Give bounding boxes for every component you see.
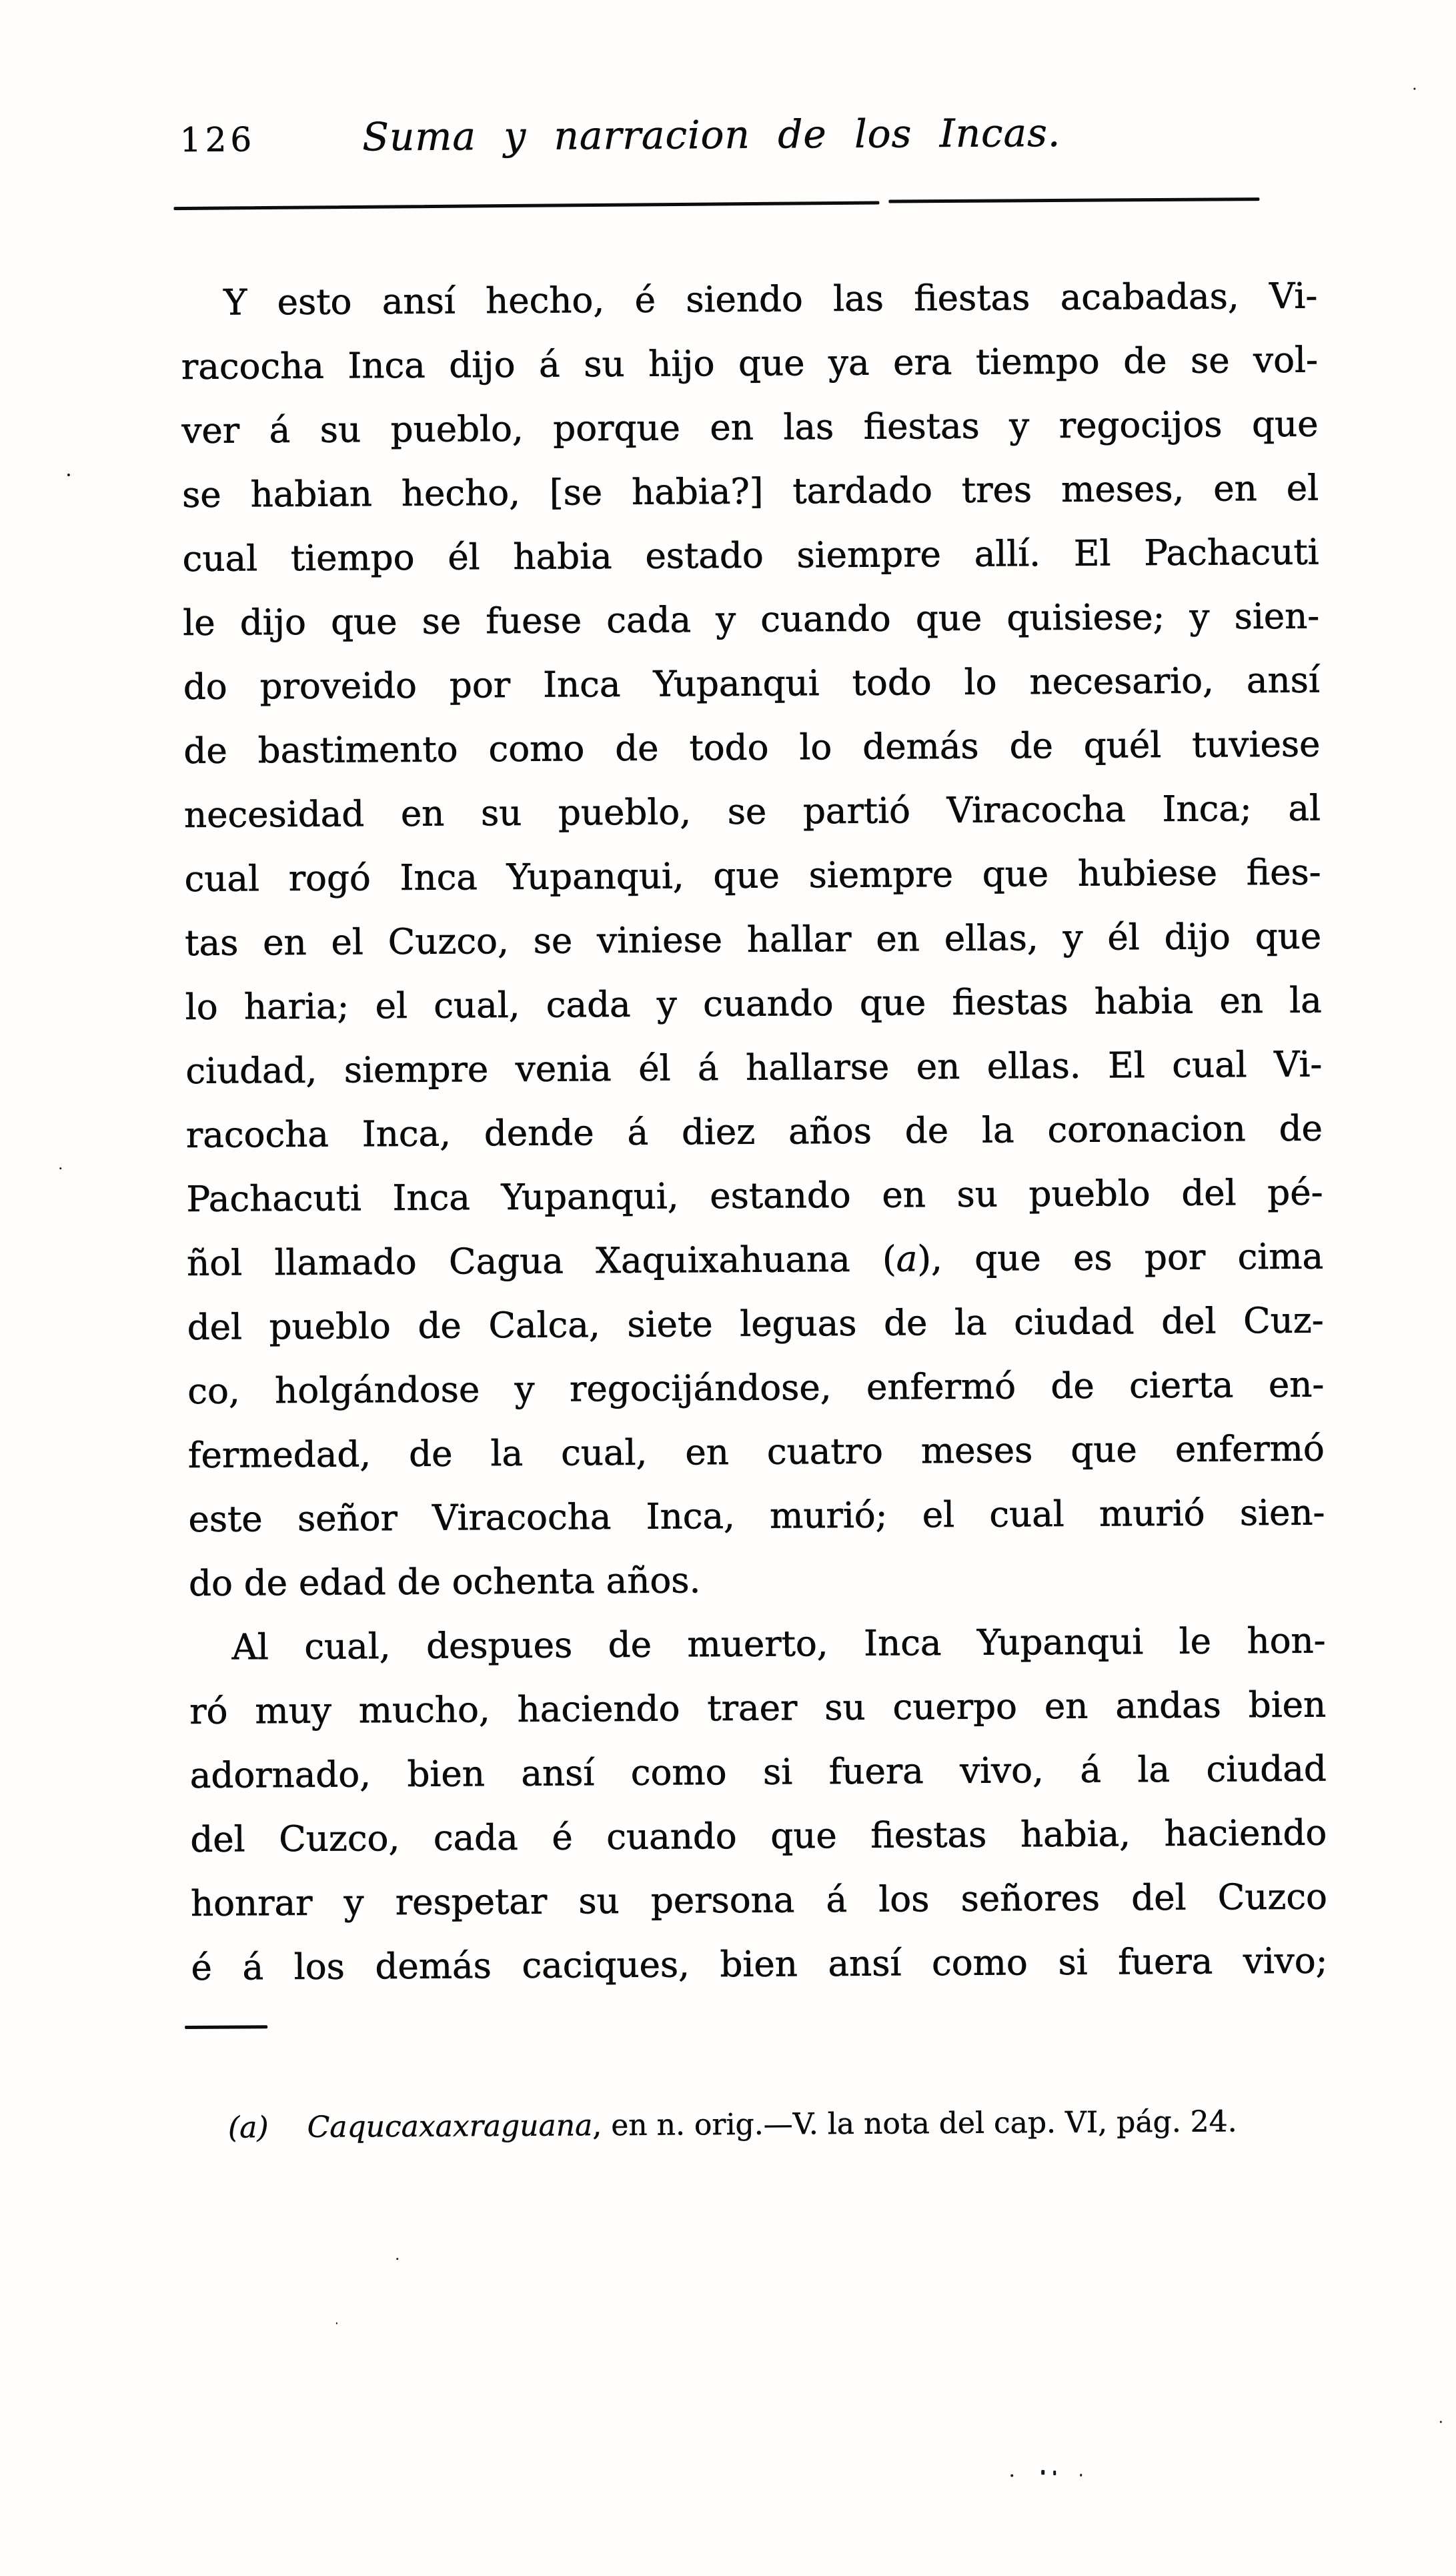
text-line: cual tiempo él habia estado siempre allí. El Pachacuti [182, 532, 1319, 580]
text-line: ver á su pueblo, porque en las fiestas y regocijos que [181, 404, 1319, 452]
ink-speck [67, 474, 70, 476]
ink-speck [1041, 2470, 1044, 2475]
text-line: Y esto ansí hecho, é siendo las fiestas acabadas, Vi- [223, 275, 1318, 324]
header-rule-right [888, 197, 1259, 203]
footnote-reference: a [896, 1239, 918, 1280]
text-line: cual rogó Inca Yupanqui, que siempre que hubiese fies- [184, 852, 1321, 900]
page-number: 126 [179, 120, 256, 159]
text-line: fermedad, de la cual, en cuatro meses que enfermó [187, 1428, 1325, 1476]
ink-speck [1080, 2474, 1082, 2477]
ink-speck [336, 2323, 337, 2325]
text-line: honrar y respetar su persona á los señores del Cuzco [190, 1876, 1328, 1924]
footnote-term: Caqucaxaxraguana [307, 2108, 593, 2144]
footnote-text: , en n. orig.—V. la nota del cap. VI, pág. 24. [592, 2104, 1237, 2143]
text-line: é á los demás caciques, bien ansí como si fuera vivo; [191, 1940, 1328, 1988]
header-rule-left [173, 201, 879, 210]
text-line: lo haria; el cual, cada y cuando que fiestas habia en la [185, 980, 1322, 1028]
text-line: do proveido por Inca Yupanqui todo lo necesario, ansí [183, 660, 1320, 708]
text-segment: ), que es por cima [917, 1236, 1324, 1280]
text-line: Al cual, despues de muerto, Inca Yupanqui le hon- [231, 1620, 1326, 1668]
ink-speck [1413, 88, 1415, 90]
text-line: ró muy mucho, haciendo traer su cuerpo en andas bien [189, 1684, 1327, 1732]
ink-speck [1010, 2474, 1013, 2477]
paragraph-2 [189, 1609, 1327, 2000]
text-line: le dijo que se fuese cada y cuando que quisiese; y sien- [183, 596, 1320, 644]
text-line: co, holgándose y regocijándose, enfermó de cierta en- [187, 1364, 1325, 1412]
footnote-separator [185, 2025, 267, 2029]
text-line: del Cuzco, cada é cuando que fiestas habia, haciendo [190, 1812, 1327, 1860]
text-line: racocha Inca dijo á su hijo que ya era tiempo de se vol- [181, 340, 1319, 388]
running-head [180, 109, 1317, 161]
footnote [228, 2102, 1322, 2148]
ink-speck [1053, 2471, 1056, 2475]
text-line: necesidad en su pueblo, se partió Viracocha Inca; al [183, 788, 1321, 836]
ink-speck [59, 1167, 61, 1169]
running-title: Suma y narracion de los Incas. [362, 109, 1061, 160]
paragraph-1 [181, 265, 1325, 1616]
text-line: ciudad, siempre venia él á hallarse en ellas. El cual Vi- [185, 1044, 1323, 1092]
text-segment: ñol llamado Cagua Xaquixahuana ( [186, 1239, 896, 1284]
footnote-marker: (a) [227, 2110, 269, 2145]
text-line-with-note-ref [187, 1225, 1324, 1296]
text-line: de bastimento como de todo lo demás de quél tuviese [183, 724, 1321, 772]
text-line: tas en el Cuzco, se viniese hallar en ellas, y él dijo que [185, 916, 1322, 964]
text-line: Pachacuti Inca Yupanqui, estando en su pueblo del pé- [186, 1172, 1323, 1220]
ink-speck [396, 2258, 398, 2260]
text-line: adornado, bien ansí como si fuera vivo, á la ciudad [189, 1748, 1327, 1796]
text-line: racocha Inca, dende á diez años de la coronacion de [185, 1108, 1323, 1156]
text-line: do de edad de ochenta años. [188, 1560, 701, 1604]
ink-speck [1440, 2421, 1442, 2423]
text-line: del pueblo de Calca, siete leguas de la ciudad del Cuz- [187, 1300, 1324, 1348]
text-line: se habian hecho, [se habia?] tardado tres meses, en el [181, 468, 1319, 516]
text-line: este señor Viracocha Inca, murió; el cual murió sien- [188, 1492, 1325, 1540]
body-text [181, 265, 1328, 2000]
